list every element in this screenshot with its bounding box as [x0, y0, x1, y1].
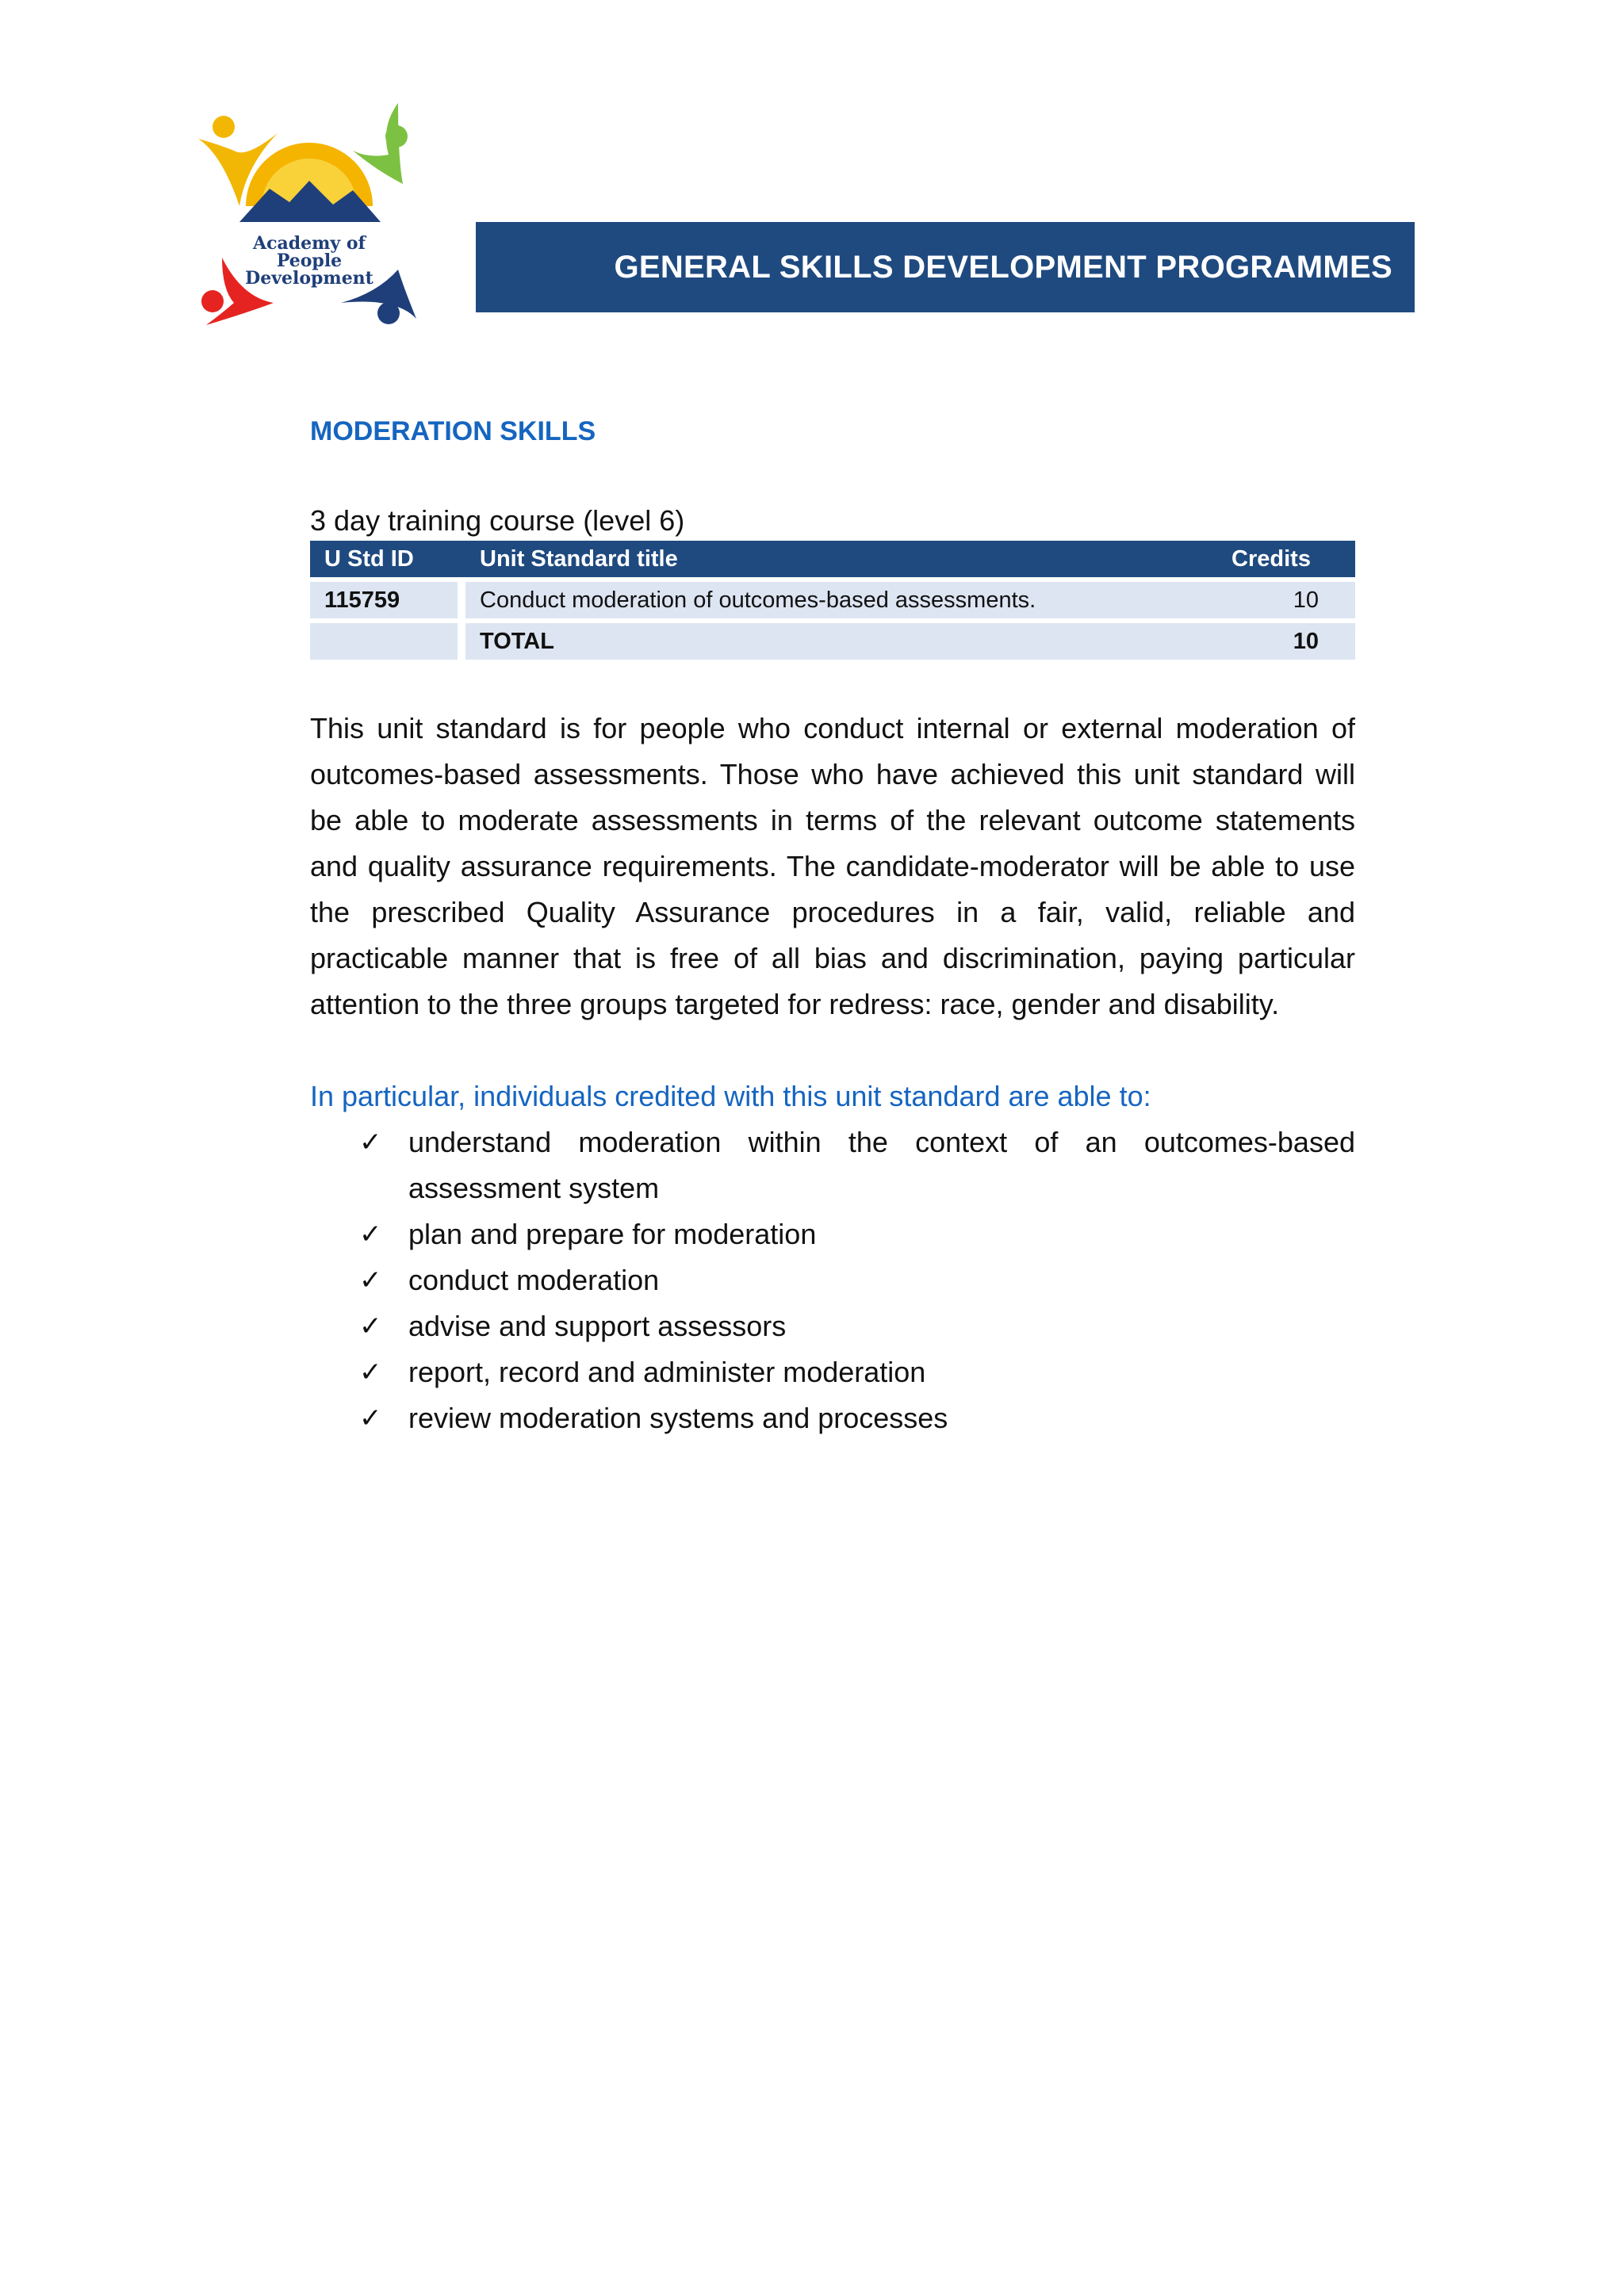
header-unit-title: Unit Standard title — [465, 541, 1209, 577]
unit-id-cell: 115759 — [310, 582, 465, 618]
outcomes-list — [310, 1119, 1355, 1441]
logo-text-line2: People — [276, 251, 343, 271]
check-icon: ✓ — [359, 1127, 382, 1158]
outcome-text: understand moderation within the context of an outcomes-based assessment system — [408, 1126, 1355, 1204]
outcome-text: conduct moderation — [408, 1264, 660, 1296]
banner-title: GENERAL SKILLS DEVELOPMENT PROGRAMMES — [614, 249, 1392, 285]
total-credits-cell: 10 — [1209, 623, 1355, 660]
outcome-text: report, record and administer moderation — [408, 1356, 926, 1388]
check-icon: ✓ — [359, 1357, 382, 1388]
main-content — [310, 396, 1355, 1441]
check-icon: ✓ — [359, 1219, 382, 1250]
total-label-cell: TOTAL — [465, 623, 1209, 660]
total-empty-cell — [310, 623, 465, 660]
header-banner — [476, 222, 1415, 312]
unit-standards-table — [310, 536, 1355, 664]
unit-credits-cell: 10 — [1209, 582, 1355, 618]
logo-graphic — [190, 95, 428, 333]
list-item — [310, 1303, 1355, 1349]
check-icon: ✓ — [359, 1311, 382, 1342]
logo-text-line1: Academy of — [253, 233, 366, 254]
section-title: MODERATION SKILLS — [310, 416, 596, 446]
course-duration-line: 3 day training course (level 6) — [310, 504, 685, 537]
academy-logo — [190, 95, 428, 333]
unit-title-cell: Conduct moderation of outcomes-based assessments. — [465, 582, 1209, 618]
outcome-text: review moderation systems and processes — [408, 1402, 948, 1434]
table-row — [310, 582, 1355, 618]
list-item — [310, 1211, 1355, 1257]
check-icon: ✓ — [359, 1265, 382, 1296]
logo-text-line3: Development — [245, 268, 373, 289]
list-item — [310, 1349, 1355, 1395]
header-credits: Credits — [1209, 541, 1355, 577]
table-total-row — [310, 623, 1355, 660]
outcome-text: advise and support assessors — [408, 1310, 787, 1342]
outcomes-heading: In particular, individuals credited with this unit standard are able to: — [310, 1080, 1151, 1112]
outcome-text: plan and prepare for moderation — [408, 1218, 817, 1250]
list-item — [310, 1257, 1355, 1303]
header-unit-id: U Std ID — [310, 541, 465, 577]
list-item — [310, 1395, 1355, 1441]
table-header-row — [310, 541, 1355, 577]
check-icon: ✓ — [359, 1402, 382, 1434]
description-paragraph: This unit standard is for people who conduct internal or external moderation of outcomes-based assessments. Those who have achieved this unit standard will be able to moderate assessments in terms of the relevant outcome statements and quality assurance requirements. The candidate-moderator will be able to use the prescribed Quality Assurance procedures in a fair, valid, reliable and practicable manner that is free of all bias and discrimination, paying particular attention to the three groups targeted for redress: race, gender and disability. — [310, 712, 1355, 1020]
list-item — [310, 1119, 1355, 1211]
